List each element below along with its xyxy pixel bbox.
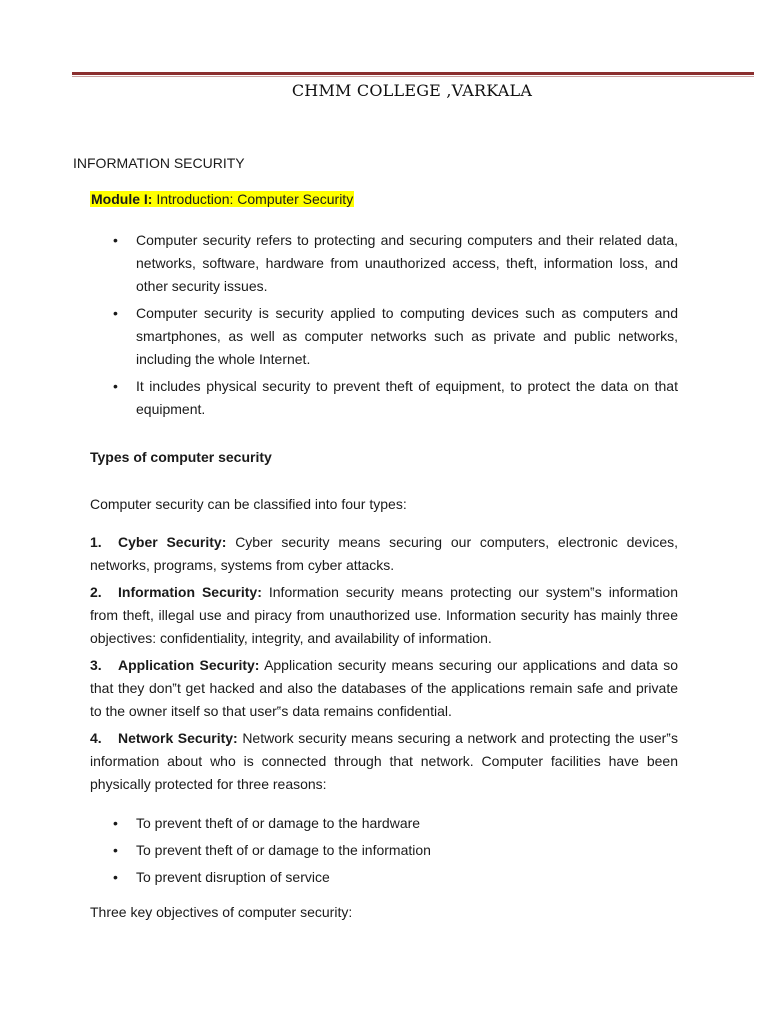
reasons-bullet-list — [113, 812, 678, 893]
type-name: Network Security: — [118, 730, 238, 746]
type-item-information — [90, 581, 678, 650]
type-text: Network security means securing a network and protecting the user‟s information about who is connected through that network. Computer facilities have been physically protected for three reasons: — [90, 730, 679, 792]
section-heading-types: Types of computer security — [90, 449, 272, 465]
objectives-line: Three key objectives of computer security: — [90, 904, 353, 920]
type-number: 4. — [90, 730, 102, 746]
types-intro: Computer security can be classified into four types: — [90, 496, 407, 512]
header-rule — [72, 72, 754, 75]
type-item-cyber — [90, 531, 678, 577]
type-item-application — [90, 654, 678, 723]
type-text: Cyber security means securing our computers, electronic devices, networks, programs, systems from cyber attacks. — [90, 534, 678, 573]
list-item: • Computer security is security applied to computing devices such as computers and smartphones, as well as computer networks such as private and public networks, including the whole Internet. — [113, 302, 678, 371]
module-label: Module I: — [91, 191, 153, 207]
type-number: 3. — [90, 657, 102, 673]
list-item: • To prevent theft of or damage to the information — [113, 839, 678, 862]
course-title: INFORMATION SECURITY — [73, 155, 245, 171]
type-text: Information security means protecting our system‟s information from theft, illegal use and piracy from unauthorized use. Information security has mainly three objectives: confidentiality, integrity, and availability of information. — [90, 584, 679, 646]
college-name: CHMM COLLEGE ,VARKALA — [291, 81, 533, 100]
module-title: Introduction: Computer Security — [156, 191, 354, 207]
type-text: Application security means securing our applications and data so that they don‟t get hacked and also the databases of the applications remain safe and private to the owner itself so that user‟s data remains confidential. — [90, 657, 679, 719]
type-name: Application Security: — [118, 657, 260, 673]
list-item: • It includes physical security to prevent theft of equipment, to protect the data on that equipment. — [113, 375, 678, 421]
list-item: • To prevent theft of or damage to the hardware — [113, 812, 678, 835]
type-name: Information Security: — [118, 584, 262, 600]
type-number: 2. — [90, 584, 102, 600]
module-heading — [90, 191, 354, 207]
intro-bullet-list — [113, 229, 678, 425]
type-item-network — [90, 727, 678, 796]
types-list — [90, 531, 678, 800]
list-item: • Computer security refers to protecting and securing computers and their related data, networks, software, hardware from unauthorized access, theft, information loss, and other security issues. — [113, 229, 678, 298]
header-rule-thin — [72, 76, 754, 77]
type-number: 1. — [90, 534, 102, 550]
list-item: • To prevent disruption of service — [113, 866, 678, 889]
type-name: Cyber Security: — [118, 534, 227, 550]
